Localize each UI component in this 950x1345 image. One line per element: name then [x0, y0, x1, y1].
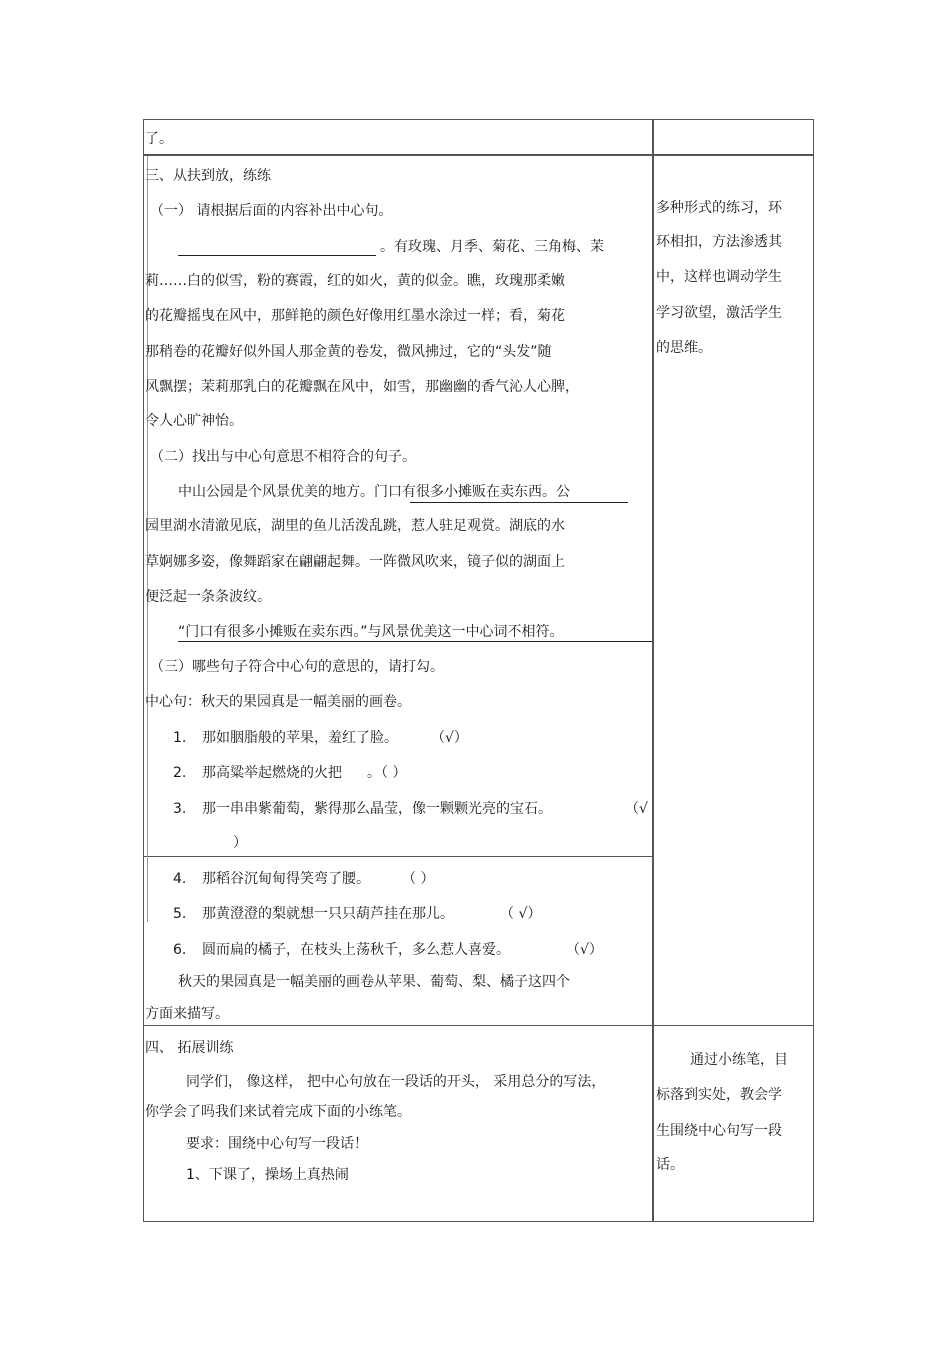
table-right-border	[813, 119, 814, 1222]
item-2-num: 2.	[173, 765, 187, 781]
table-bottom-border	[143, 1221, 814, 1222]
section3-note-0: 多种形式的练习，环	[656, 200, 782, 216]
part2-underline	[410, 502, 628, 503]
section4-line-1: 你学会了吗我们来试着完成下面的小练笔。	[145, 1104, 411, 1120]
part2-line-0: 中山公园是个风景优美的地方。门口有很多小摊贩在卖东西。公	[178, 484, 570, 500]
center-sentence-blank[interactable]	[178, 255, 376, 256]
section4-requirement: 要求：围绕中心句写一段话！	[186, 1136, 368, 1152]
part3-summary-0: 秋天的果园真是一幅美丽的画卷从苹果、葡萄、梨、橘子这四个	[178, 974, 570, 990]
item-3-mark-close: ）	[233, 835, 247, 851]
part1-line-3: 那稍卷的花瓣好似外国人那金黄的卷发，微风拂过，它的“头发”随	[145, 344, 552, 360]
part1-line-2: 的花瓣摇曳在风中，那鲜艳的颜色好像用红墨水涂过一样；看，菊花	[145, 308, 565, 324]
part2-answer: “门口有很多小摊贩在卖东西。”与风景优美这一中心词不相符。	[178, 624, 564, 640]
part3-summary-1: 方面来描写。	[145, 1006, 229, 1022]
column-divider	[652, 119, 654, 1222]
item-5-mark[interactable]: （ √）	[500, 906, 542, 922]
part1-line-4: 风飘摆；茉莉那乳白的花瓣飘在风中，如雪，那幽幽的香气沁人心脾，	[145, 379, 579, 395]
part3-title: （三）哪些句子符合中心句的意思的，请打勾。	[150, 659, 444, 675]
section4-note-3: 话。	[656, 1157, 684, 1173]
section4-note-1: 标落到实处，教会学	[656, 1087, 782, 1103]
section3-note-4: 的思维。	[656, 340, 712, 356]
part2-title: （二）找出与中心句意思不相符合的句子。	[150, 449, 416, 465]
part2-line-1: 园里湖水清澈见底，湖里的鱼儿活泼乱跳，惹人驻足观赏。湖底的水	[145, 518, 565, 534]
item-5-text: 那黄澄澄的梨就想一只只葫芦挂在那儿。	[202, 906, 454, 922]
section3-heading: 三、从扶到放，练练	[145, 168, 271, 184]
item-3-mark[interactable]: （√	[625, 801, 648, 817]
table-left-border	[143, 119, 144, 1222]
item-4-num: 4.	[173, 871, 187, 887]
section3-bottom-border	[143, 1025, 814, 1026]
section3-note-2: 中，这样也调动学生	[656, 269, 782, 285]
section3-note-3: 学习欲望，激活学生	[656, 305, 782, 321]
item-5-num: 5.	[173, 906, 187, 922]
item-6-num: 6.	[173, 942, 187, 958]
section4-line-0: 同学们， 像这样， 把中心句放在一段话的开头， 采用总分的写法，	[186, 1074, 606, 1090]
item-1-num: 1.	[173, 730, 187, 746]
row1-text: 了。	[145, 131, 173, 147]
part3-center-sentence: 中心句：秋天的果园真是一幅美丽的画卷。	[145, 694, 411, 710]
part1-line-0: 。有玫瑰、月季、菊花、三角梅、茉	[380, 239, 604, 255]
item-2-mark[interactable]: 。（ ）	[367, 765, 407, 781]
item-4-text: 那稻谷沉甸甸得笑弯了腰。	[202, 871, 370, 887]
section3-note-1: 环相扣，方法渗透其	[656, 234, 782, 250]
item-3-num: 3.	[173, 801, 187, 817]
section4-note-0: 通过小练笔，目	[690, 1052, 788, 1068]
item-2-text: 那高粱举起燃烧的火把	[202, 765, 342, 781]
item-1-mark[interactable]: （√）	[431, 730, 468, 746]
part2-line-3: 便泛起一条条波纹。	[145, 589, 271, 605]
row1-bottom-border	[143, 154, 814, 156]
part2-line-2: 草婀娜多姿，像舞蹈家在翩翩起舞。一阵微风吹来，镜子似的湖面上	[145, 554, 565, 570]
item-3-text: 那一串串紫葡萄，紫得那么晶莹，像一颗颗光亮的宝石。	[202, 801, 552, 817]
inner-divider-left	[147, 156, 148, 922]
part1-line-1: 莉……白的似雪，粉的赛霞，红的如火，黄的似金。瞧，玫瑰那柔嫩	[145, 273, 565, 289]
part1-title: （一） 请根据后面的内容补出中心句。	[150, 203, 393, 219]
part1-line-5: 令人心旷神怡。	[145, 413, 243, 429]
section4-note-2: 生围绕中心句写一段	[656, 1123, 782, 1139]
item-4-mark[interactable]: （ ）	[402, 871, 435, 887]
section4-task: 1、下课了，操场上真热闹	[186, 1167, 349, 1183]
item-6-mark[interactable]: （√）	[566, 942, 603, 958]
table-top-border	[143, 119, 814, 120]
part2-answer-underline	[178, 641, 652, 642]
item-6-text: 圆而扁的橘子，在枝头上荡秋千，多么惹人喜爱。	[202, 942, 510, 958]
item-1-text: 那如胭脂般的苹果，羞红了脸。	[202, 730, 398, 746]
section4-heading: 四、 拓展训练	[145, 1040, 234, 1056]
inner-divider	[143, 856, 652, 857]
